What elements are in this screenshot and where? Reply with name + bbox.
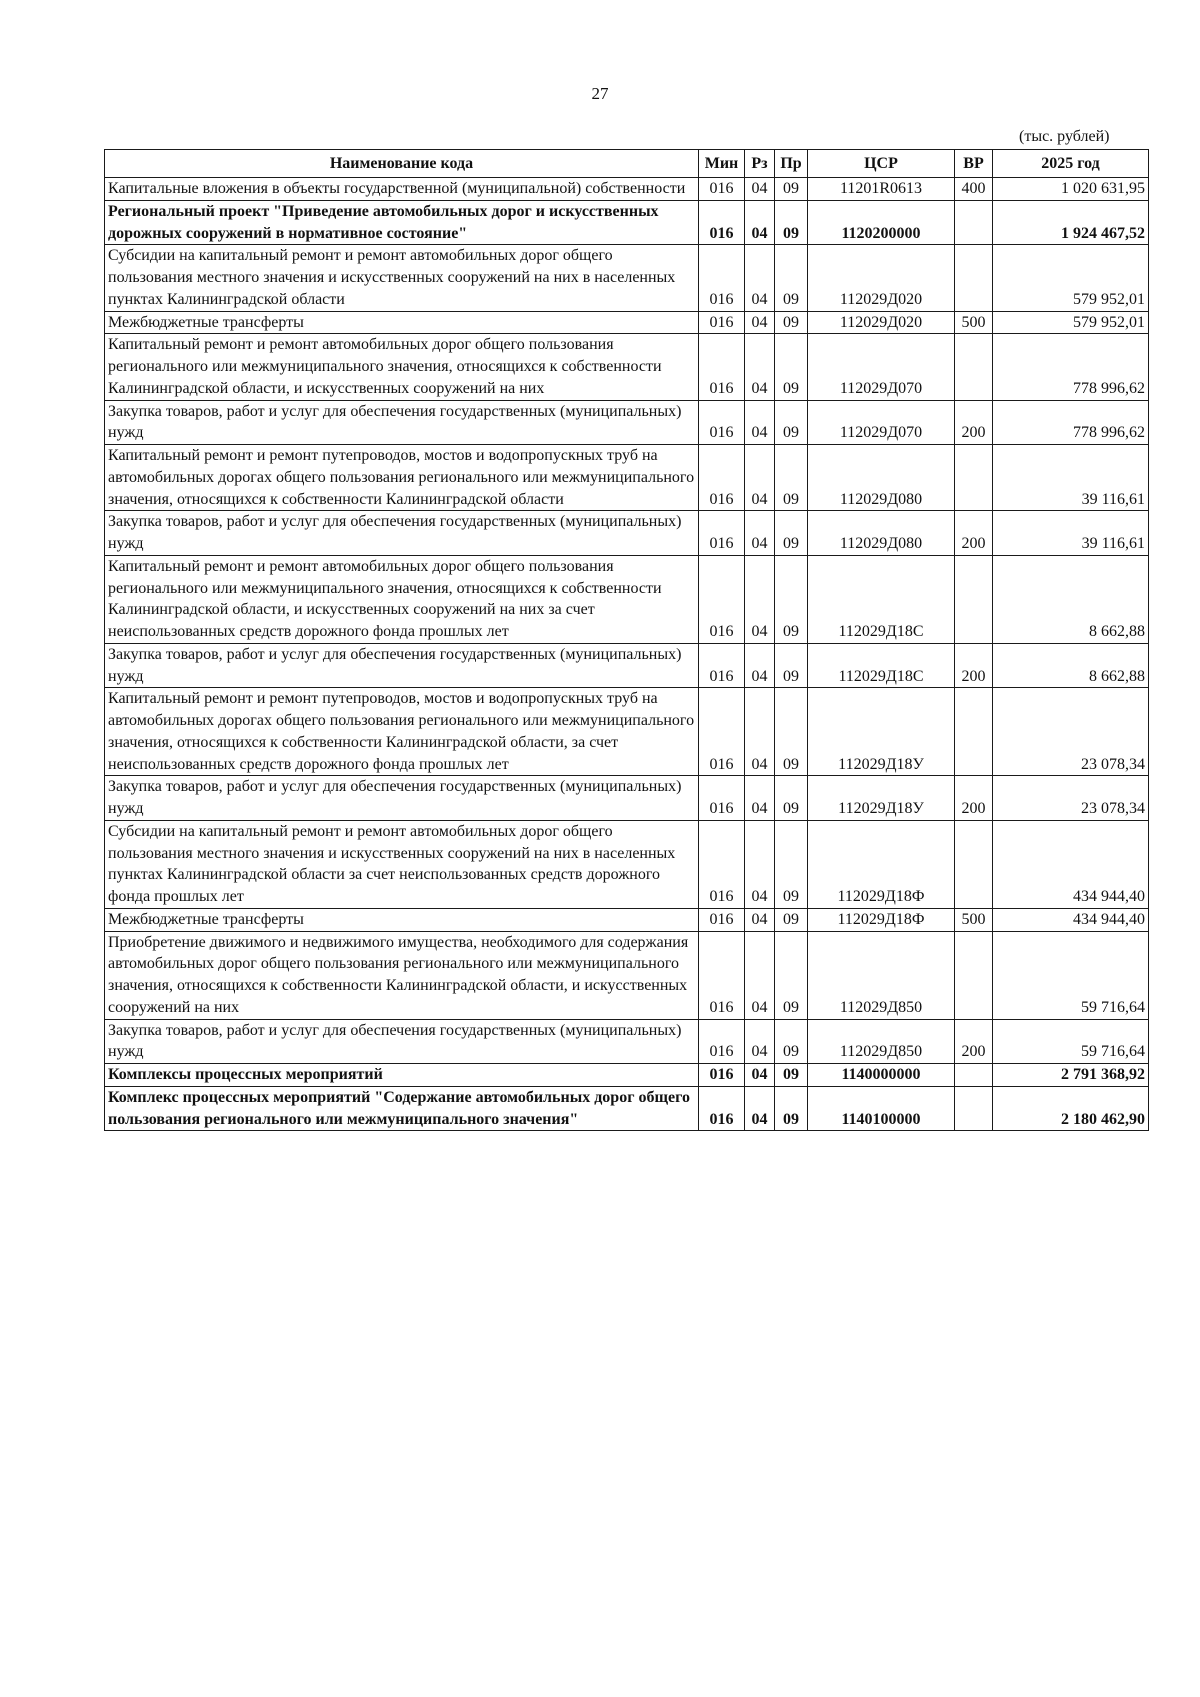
cell-amount: 434 944,40: [993, 908, 1149, 931]
cell-amount: 1 020 631,95: [993, 178, 1149, 201]
cell-min: 016: [699, 200, 745, 245]
header-rz: Рз: [745, 150, 775, 178]
cell-name: Закупка товаров, работ и услуг для обеспечения государственных (муниципальных) нужд: [105, 643, 699, 688]
cell-min: 016: [699, 1086, 745, 1131]
cell-vr: [955, 245, 993, 311]
cell-min: 016: [699, 776, 745, 821]
cell-csr: 1140100000: [808, 1086, 955, 1131]
table-row: [105, 776, 1149, 821]
header-amount: 2025 год: [993, 150, 1149, 178]
header-pr: Пр: [775, 150, 808, 178]
cell-amount: 39 116,61: [993, 445, 1149, 511]
cell-amount: 778 996,62: [993, 334, 1149, 400]
cell-csr: 112029Д18У: [808, 776, 955, 821]
header-csr: ЦСР: [808, 150, 955, 178]
cell-name: Закупка товаров, работ и услуг для обеспечения государственных (муниципальных) нужд: [105, 1019, 699, 1064]
cell-amount: 2 791 368,92: [993, 1064, 1149, 1087]
table-row: [105, 643, 1149, 688]
cell-min: 016: [699, 311, 745, 334]
cell-csr: 112029Д18С: [808, 643, 955, 688]
cell-rz: 04: [745, 334, 775, 400]
cell-name: Закупка товаров, работ и услуг для обеспечения государственных (муниципальных) нужд: [105, 776, 699, 821]
table-row: [105, 1019, 1149, 1064]
cell-pr: 09: [775, 445, 808, 511]
cell-csr: 112029Д080: [808, 445, 955, 511]
cell-name: Капитальный ремонт и ремонт путепроводов, мостов и водопропускных труб на автомобильных дорогах общего пользования регионального или межмуниципального значения, относящихся к собственности Калининградской области: [105, 445, 699, 511]
cell-vr: 200: [955, 643, 993, 688]
cell-min: 016: [699, 688, 745, 776]
cell-vr: 500: [955, 908, 993, 931]
cell-min: 016: [699, 400, 745, 445]
table-row: [105, 334, 1149, 400]
cell-min: 016: [699, 643, 745, 688]
cell-csr: 112029Д020: [808, 245, 955, 311]
cell-amount: 434 944,40: [993, 820, 1149, 908]
cell-pr: 09: [775, 555, 808, 643]
cell-min: 016: [699, 908, 745, 931]
cell-amount: 23 078,34: [993, 688, 1149, 776]
cell-name: Комплексы процессных мероприятий: [105, 1064, 699, 1087]
table-row: [105, 1064, 1149, 1087]
cell-pr: 09: [775, 908, 808, 931]
cell-vr: 400: [955, 178, 993, 201]
cell-rz: 04: [745, 688, 775, 776]
cell-rz: 04: [745, 820, 775, 908]
cell-name: Комплекс процессных мероприятий "Содержание автомобильных дорог общего пользования регионального или межмуниципального значения": [105, 1086, 699, 1131]
cell-pr: 09: [775, 200, 808, 245]
cell-pr: 09: [775, 688, 808, 776]
cell-pr: 09: [775, 511, 808, 556]
cell-rz: 04: [745, 776, 775, 821]
cell-rz: 04: [745, 1086, 775, 1131]
cell-vr: [955, 931, 993, 1019]
table-body: [105, 178, 1149, 1131]
cell-csr: 112029Д18У: [808, 688, 955, 776]
cell-rz: 04: [745, 555, 775, 643]
cell-pr: 09: [775, 334, 808, 400]
cell-pr: 09: [775, 643, 808, 688]
cell-amount: 778 996,62: [993, 400, 1149, 445]
cell-csr: 112029Д080: [808, 511, 955, 556]
cell-vr: [955, 820, 993, 908]
table-row: [105, 688, 1149, 776]
cell-vr: [955, 1064, 993, 1087]
cell-name: Региональный проект "Приведение автомобильных дорог и искусственных дорожных сооружений в нормативное состояние": [105, 200, 699, 245]
cell-amount: 39 116,61: [993, 511, 1149, 556]
cell-rz: 04: [745, 400, 775, 445]
cell-vr: [955, 445, 993, 511]
cell-pr: 09: [775, 245, 808, 311]
cell-rz: 04: [745, 931, 775, 1019]
header-min: Мин: [699, 150, 745, 178]
cell-rz: 04: [745, 311, 775, 334]
table-row: [105, 400, 1149, 445]
table-row: [105, 445, 1149, 511]
cell-csr: 112029Д070: [808, 334, 955, 400]
cell-pr: 09: [775, 178, 808, 201]
cell-min: 016: [699, 334, 745, 400]
cell-csr: 112029Д850: [808, 931, 955, 1019]
table-row: [105, 178, 1149, 201]
cell-csr: 112029Д18С: [808, 555, 955, 643]
cell-min: 016: [699, 1019, 745, 1064]
cell-amount: 23 078,34: [993, 776, 1149, 821]
cell-vr: 200: [955, 400, 993, 445]
cell-csr: 112029Д18Ф: [808, 908, 955, 931]
cell-pr: 09: [775, 400, 808, 445]
cell-vr: 500: [955, 311, 993, 334]
cell-vr: [955, 555, 993, 643]
table-row: [105, 908, 1149, 931]
cell-rz: 04: [745, 1064, 775, 1087]
cell-pr: 09: [775, 311, 808, 334]
cell-vr: 200: [955, 511, 993, 556]
cell-rz: 04: [745, 1019, 775, 1064]
cell-vr: [955, 688, 993, 776]
cell-rz: 04: [745, 643, 775, 688]
cell-name: Межбюджетные трансферты: [105, 908, 699, 931]
table-header-row: [105, 150, 1149, 178]
cell-pr: 09: [775, 1019, 808, 1064]
cell-pr: 09: [775, 1086, 808, 1131]
table-row: [105, 820, 1149, 908]
cell-amount: 1 924 467,52: [993, 200, 1149, 245]
cell-amount: 579 952,01: [993, 245, 1149, 311]
cell-pr: 09: [775, 820, 808, 908]
cell-rz: 04: [745, 445, 775, 511]
cell-amount: 2 180 462,90: [993, 1086, 1149, 1131]
cell-name: Капитальные вложения в объекты государственной (муниципальной) собственности: [105, 178, 699, 201]
cell-amount: 59 716,64: [993, 1019, 1149, 1064]
cell-pr: 09: [775, 1064, 808, 1087]
cell-rz: 04: [745, 511, 775, 556]
cell-name: Капитальный ремонт и ремонт автомобильных дорог общего пользования регионального или межмуниципального значения, относящихся к собственности Калининградской области, и искусственных сооружений на них: [105, 334, 699, 400]
cell-name: Закупка товаров, работ и услуг для обеспечения государственных (муниципальных) нужд: [105, 400, 699, 445]
cell-vr: [955, 334, 993, 400]
cell-csr: 112029Д020: [808, 311, 955, 334]
cell-rz: 04: [745, 200, 775, 245]
header-vr: ВР: [955, 150, 993, 178]
table-row: [105, 200, 1149, 245]
page-number: 27: [591, 84, 609, 103]
table-row: [105, 931, 1149, 1019]
cell-csr: 112029Д850: [808, 1019, 955, 1064]
cell-min: 016: [699, 1064, 745, 1087]
table-row: [105, 1086, 1149, 1131]
cell-min: 016: [699, 820, 745, 908]
cell-rz: 04: [745, 245, 775, 311]
cell-vr: 200: [955, 1019, 993, 1064]
cell-csr: 1140000000: [808, 1064, 955, 1087]
cell-amount: 59 716,64: [993, 931, 1149, 1019]
cell-amount: 8 662,88: [993, 643, 1149, 688]
table-row: [105, 511, 1149, 556]
cell-name: Капитальный ремонт и ремонт путепроводов, мостов и водопропускных труб на автомобильных дорогах общего пользования регионального или межмуниципального значения, относящихся к собственности Калининградской области, за счет неиспользованных средств дорожного фонда прошлых лет: [105, 688, 699, 776]
cell-name: Межбюджетные трансферты: [105, 311, 699, 334]
table-row: [105, 245, 1149, 311]
cell-amount: 579 952,01: [993, 311, 1149, 334]
cell-csr: 112029Д18Ф: [808, 820, 955, 908]
cell-name: Субсидии на капитальный ремонт и ремонт автомобильных дорог общего пользования местного значения и искусственных сооружений на них в населенных пунктах Калининградской области за счет неиспользованных средств дорожного фонда прошлых лет: [105, 820, 699, 908]
budget-table: [104, 149, 1149, 1131]
cell-rz: 04: [745, 908, 775, 931]
table-row: [105, 555, 1149, 643]
cell-pr: 09: [775, 931, 808, 1019]
cell-name: Капитальный ремонт и ремонт автомобильных дорог общего пользования регионального или межмуниципального значения, относящихся к собственности Калининградской области, и искусственных сооружений на них за счет неиспользованных средств дорожного фонда прошлых лет: [105, 555, 699, 643]
cell-vr: [955, 200, 993, 245]
units-note: (тыс. рублей): [1019, 128, 1110, 145]
cell-csr: 1120200000: [808, 200, 955, 245]
cell-min: 016: [699, 445, 745, 511]
cell-min: 016: [699, 555, 745, 643]
cell-rz: 04: [745, 178, 775, 201]
cell-min: 016: [699, 931, 745, 1019]
cell-vr: [955, 1086, 993, 1131]
cell-pr: 09: [775, 776, 808, 821]
cell-min: 016: [699, 178, 745, 201]
cell-csr: 11201R0613: [808, 178, 955, 201]
cell-min: 016: [699, 245, 745, 311]
cell-name: Приобретение движимого и недвижимого имущества, необходимого для содержания автомобильных дорог общего пользования регионального или межмуниципального значения, относящихся к собственности Калининградской области, и искусственных сооружений на них: [105, 931, 699, 1019]
cell-min: 016: [699, 511, 745, 556]
cell-name: Субсидии на капитальный ремонт и ремонт автомобильных дорог общего пользования местного значения и искусственных сооружений на них в населенных пунктах Калининградской области: [105, 245, 699, 311]
cell-csr: 112029Д070: [808, 400, 955, 445]
table-row: [105, 311, 1149, 334]
cell-name: Закупка товаров, работ и услуг для обеспечения государственных (муниципальных) нужд: [105, 511, 699, 556]
header-name: Наименование кода: [105, 150, 699, 178]
cell-vr: 200: [955, 776, 993, 821]
cell-amount: 8 662,88: [993, 555, 1149, 643]
